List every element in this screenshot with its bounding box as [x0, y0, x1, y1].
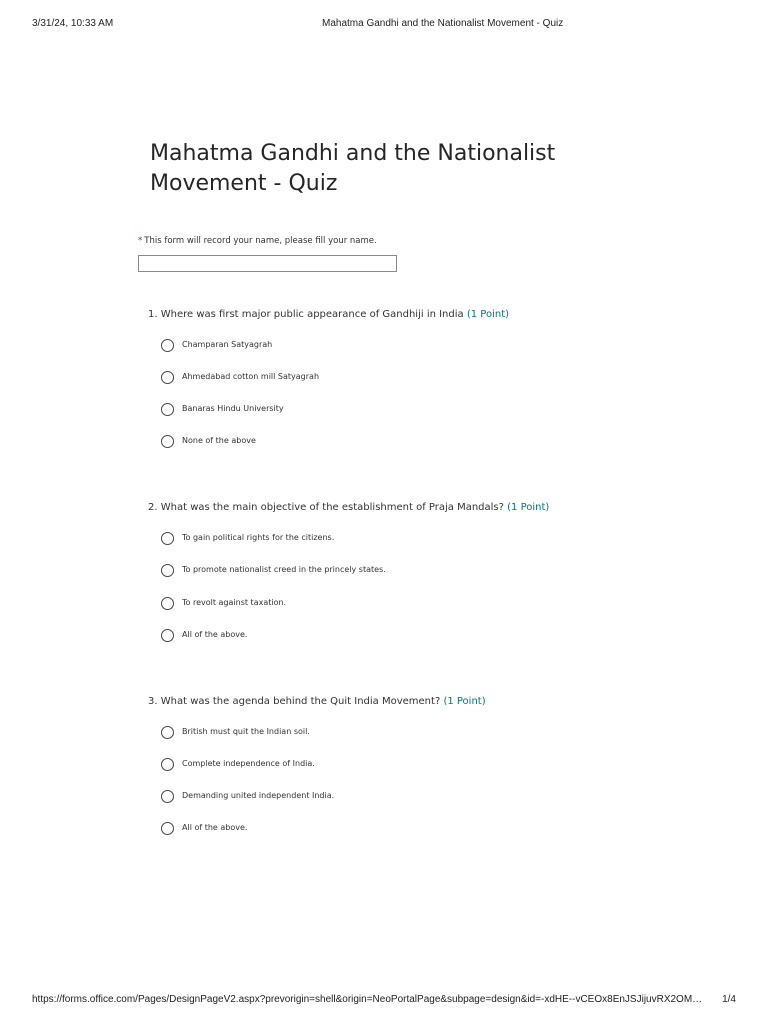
question-number: 1.	[148, 309, 158, 320]
option-label: Banaras Hindu University	[182, 404, 284, 413]
radio-button[interactable]	[161, 726, 174, 739]
print-header	[32, 18, 736, 32]
print-footer	[32, 994, 736, 1008]
name-input[interactable]	[138, 255, 397, 272]
required-marker: *	[138, 236, 143, 246]
name-notice-text: This form will record your name, please fill your name.	[144, 236, 377, 246]
question-prompt: Where was first major public appearance of Gandhiji in India	[160, 309, 464, 320]
radio-button[interactable]	[161, 822, 174, 835]
question-2-text	[148, 502, 668, 513]
radio-button[interactable]	[161, 790, 174, 803]
question-1-text	[148, 309, 668, 320]
radio-button[interactable]	[161, 435, 174, 448]
question-points: (1 Point)	[466, 309, 510, 320]
option-label: To promote nationalist creed in the princely states.	[182, 565, 386, 574]
print-document-title: Mahatma Gandhi and the Nationalist Movement - Quiz	[322, 18, 564, 29]
option-label: British must quit the Indian soil.	[182, 727, 310, 736]
print-datetime: 3/31/24, 10:33 AM	[32, 18, 114, 29]
radio-button[interactable]	[161, 758, 174, 771]
question-3-text	[148, 696, 668, 707]
print-url: https://forms.office.com/Pages/DesignPageV2.aspx?prevorigin=shell&origin=NeoPortalPage&subpage=design&id=-xdHE--vCEOx8EnJSJijuvRX2OM…	[32, 994, 703, 1005]
radio-button[interactable]	[161, 403, 174, 416]
question-points: (1 Point)	[507, 502, 550, 513]
option-label: Complete independence of India.	[182, 759, 315, 768]
radio-button[interactable]	[161, 532, 174, 545]
form-title: Mahatma Gandhi and the Nationalist Movement - Quiz	[150, 140, 556, 196]
option-label: To revolt against taxation.	[182, 598, 287, 607]
option-label: None of the above	[182, 436, 256, 445]
question-3	[148, 696, 668, 832]
option-label: Demanding united independent India.	[182, 791, 335, 800]
question-1	[148, 309, 668, 445]
radio-button[interactable]	[161, 597, 174, 610]
name-notice	[138, 236, 377, 246]
question-number: 3.	[148, 696, 158, 707]
radio-button[interactable]	[161, 564, 174, 577]
question-number: 2.	[148, 502, 158, 513]
question-points: (1 Point)	[443, 696, 486, 707]
radio-button[interactable]	[161, 629, 174, 642]
option-label: Champaran Satyagrah	[182, 340, 273, 349]
option-label: All of the above.	[182, 823, 248, 832]
option-label: Ahmedabad cotton mill Satyagrah	[182, 372, 320, 381]
question-prompt: What was the main objective of the establishment of Praja Mandals?	[160, 502, 504, 513]
option-label: All of the above.	[182, 630, 248, 639]
question-prompt: What was the agenda behind the Quit India Movement?	[160, 696, 441, 707]
radio-button[interactable]	[161, 371, 174, 384]
option-label: To gain political rights for the citizens.	[182, 533, 335, 542]
question-2	[148, 502, 668, 639]
page-indicator: 1/4	[722, 994, 736, 1005]
radio-button[interactable]	[161, 339, 174, 352]
